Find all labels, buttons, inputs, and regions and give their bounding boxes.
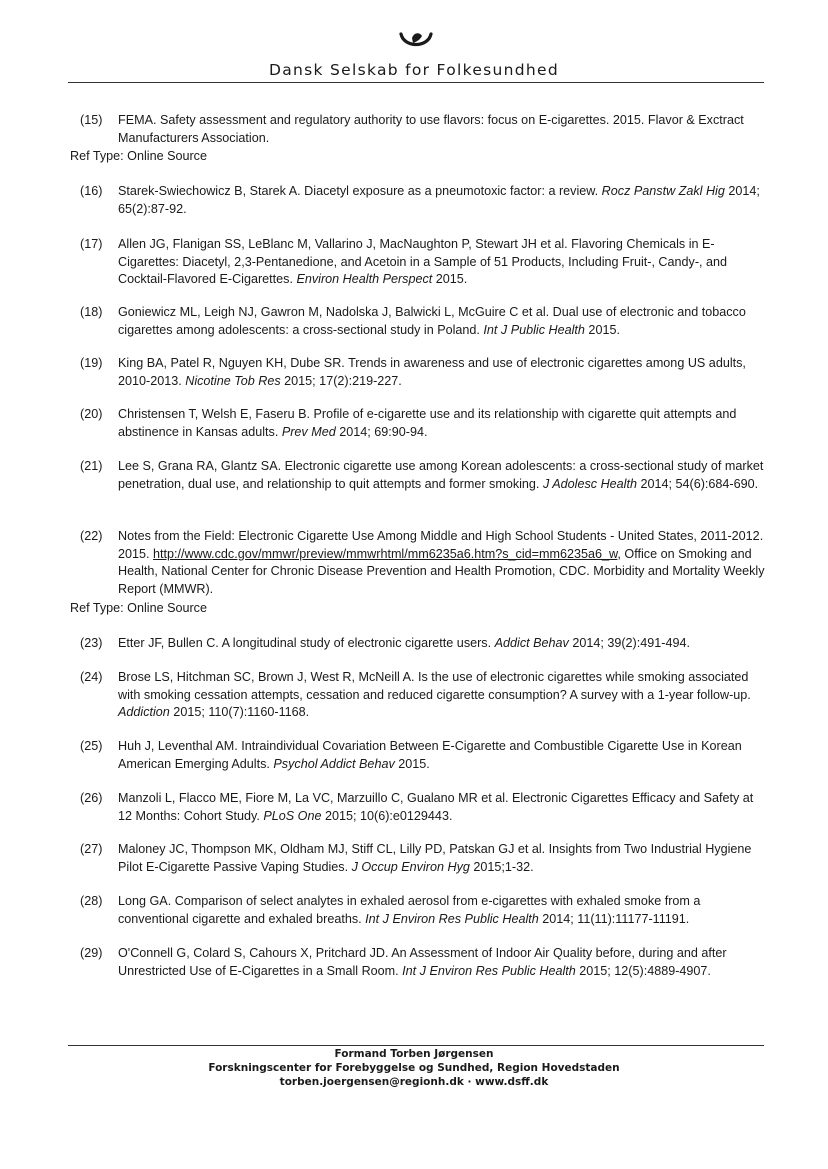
footer-chairman: Formand Torben Jørgensen xyxy=(334,1048,494,1060)
reference-item xyxy=(80,635,770,653)
reference-number: (24) xyxy=(80,670,103,684)
ref-type-label: Ref Type: Online Source xyxy=(70,149,207,163)
reference-number: (28) xyxy=(80,894,103,908)
reference-text: Starek-Swiechowicz B, Starek A. Diacetyl exposure as a pneumotoxic factor: a review. Rocz Panstw Zakl Hig 2014; 65(2):87-92. xyxy=(118,184,760,216)
reference-text: King BA, Patel R, Nguyen KH, Dube SR. Trends in awareness and use of electronic cigarettes among US adults, 2010-2013. Nicotine Tob Res 2015; 17(2):219-227. xyxy=(118,356,746,388)
journal-name: Prev Med xyxy=(281,424,336,439)
reference-number: (15) xyxy=(80,113,103,127)
journal-name: Environ Health Perspect xyxy=(296,272,433,286)
reference-number: (16) xyxy=(80,184,103,198)
header-divider xyxy=(68,82,764,83)
footer-institution: Forskningscenter for Forebyggelse og Sundhed, Region Hovedstaden xyxy=(208,1062,620,1074)
reference-text: Manzoli L, Flacco ME, Fiore M, La VC, Marzuillo C, Gualano MR et al. Electronic Cigarettes Efficacy and Safety at 12 Months: Cohort Study. PLoS One 2015; 10(6):e0129443. xyxy=(118,791,754,823)
reference-item xyxy=(80,790,770,825)
reference-number: (19) xyxy=(80,356,103,370)
reference-text: Notes from the Field: Electronic Cigarette Use Among Middle and High School Students - United States, 2011-2012. 2015. http://www.cdc.gov/mmwr/preview/mmwrhtml/mm6235a6.htm?s_cid=mm6235a6_w, Office on Smoking and Health, National Center for Chronic Disease Prevention and Health Promotion, CDC. Morbidity and Mortality Weekly Report (MMWR). xyxy=(118,529,765,596)
reference-text: Etter JF, Bullen C. A longitudinal study of electronic cigarette users. Addict Behav 2014; 39(2):491-494. xyxy=(118,636,690,650)
reference-item xyxy=(80,406,770,441)
reference-item xyxy=(80,458,770,493)
reference-number: (23) xyxy=(80,636,103,650)
reference-url-link[interactable]: http://www.cdc.gov/mmwr/preview/mmwrhtml/mm6235a6.htm?s_cid=mm6235a6_w xyxy=(153,546,618,561)
reference-number: (27) xyxy=(80,842,103,856)
journal-name: Addict Behav xyxy=(494,636,569,650)
journal-name: Psychol Addict Behav xyxy=(273,756,395,771)
reference-text: Brose LS, Hitchman SC, Brown J, West R, McNeill A. Is the use of electronic cigarettes while smoking associated with smoking cessation attempts, cessation and reduced cigarette consumption? A survey with a 1-year follow-up. Addiction 2015; 110(7):1160-1168. xyxy=(118,670,751,719)
reference-item xyxy=(80,945,770,980)
journal-name: Int J Environ Res Public Health xyxy=(365,911,539,926)
reference-item xyxy=(80,669,770,722)
journal-name: Rocz Panstw Zakl Hig xyxy=(601,184,725,198)
reference-text: Huh J, Leventhal AM. Intraindividual Covariation Between E-Cigarette and Combustible Cigarette Use in Korean American Emerging Adults. Psychol Addict Behav 2015. xyxy=(118,739,742,771)
page-header xyxy=(0,28,828,88)
reference-item xyxy=(80,183,770,218)
reference-text: O'Connell G, Colard S, Cahours X, Pritchard JD. An Assessment of Indoor Air Quality before, during and after Unrestricted Use of E-Cigarettes in a Small Room. Int J Environ Res Public Health 2015; 12(5):4889-4907. xyxy=(118,946,727,978)
reference-text: Christensen T, Welsh E, Faseru B. Profile of e-cigarette use and its relationship with cigarette quit attempts and abstinence in Kansas adults. Prev Med 2014; 69:90-94. xyxy=(118,407,737,439)
reference-number: (18) xyxy=(80,305,103,319)
reference-number: (26) xyxy=(80,791,103,805)
dsff-logo-icon xyxy=(398,28,434,54)
journal-name: Int J Environ Res Public Health xyxy=(402,963,576,978)
reference-item xyxy=(80,738,770,773)
reference-number: (17) xyxy=(80,237,103,251)
reference-text: Long GA. Comparison of select analytes in exhaled aerosol from e-cigarettes with exhaled smoke from a conventional cigarette and exhaled breaths. Int J Environ Res Public Health 2014; 11(11):11177-11191. xyxy=(118,894,701,926)
journal-name: J Occup Environ Hyg xyxy=(351,859,470,874)
reference-text: Lee S, Grana RA, Glantz SA. Electronic cigarette use among Korean adolescents: a cross-sectional study of market penetration, dual use, and relationship to quit attempts and former smoking. J Adolesc Health 2014; 54(6):684-690. xyxy=(118,459,764,491)
page-footer xyxy=(0,1047,828,1089)
reference-item xyxy=(80,304,770,339)
journal-name: Int J Public Health xyxy=(483,322,585,337)
ref-type-label: Ref Type: Online Source xyxy=(70,601,207,615)
reference-text: Maloney JC, Thompson MK, Oldham MJ, Stiff CL, Lilly PD, Patskan GJ et al. Insights from Two Industrial Hygiene Pilot E-Cigarette Passive Vaping Studies. J Occup Environ Hyg 2015;1-32. xyxy=(118,842,752,874)
reference-item xyxy=(80,841,770,876)
reference-text: Allen JG, Flanigan SS, LeBlanc M, Vallarino J, MacNaughton P, Stewart JH et al. Flavoring Chemicals in E-Cigarettes: Diacetyl, 2,3-Pentanedione, and Acetoin in a Sample of 51 Products, Including Fruit-, Candy-, and Cocktail-Flavored E-Cigarettes. Environ Health Perspect 2015. xyxy=(118,237,728,286)
reference-item xyxy=(80,528,770,598)
reference-item xyxy=(80,893,770,928)
reference-number: (29) xyxy=(80,946,103,960)
organization-name: Dansk Selskab for Folkesundhed xyxy=(268,61,560,79)
reference-number: (22) xyxy=(80,529,103,543)
reference-number: (20) xyxy=(80,407,103,421)
journal-name: Addiction xyxy=(118,705,170,719)
reference-text: Goniewicz ML, Leigh NJ, Gawron M, Nadolska J, Balwicki L, McGuire C et al. Dual use of electronic and tobacco cigarettes among adolescents: a cross-sectional study in Poland. Int J Public Health 2015. xyxy=(118,305,746,337)
reference-number: (21) xyxy=(80,459,103,473)
reference-item xyxy=(80,112,770,147)
reference-item xyxy=(80,355,770,390)
reference-number: (25) xyxy=(80,739,103,753)
journal-name: J Adolesc Health xyxy=(542,476,637,491)
footer-contact: torben.joergensen@regionh.dk · www.dsff.dk xyxy=(279,1076,549,1088)
reference-item xyxy=(80,236,770,289)
journal-name: PLoS One xyxy=(263,808,322,823)
footer-divider xyxy=(68,1045,764,1046)
reference-text: FEMA. Safety assessment and regulatory authority to use flavors: focus on E-cigarettes. 2015. Flavor & Exctract Manufacturers Association. xyxy=(118,113,744,145)
journal-name: Nicotine Tob Res xyxy=(185,373,281,388)
